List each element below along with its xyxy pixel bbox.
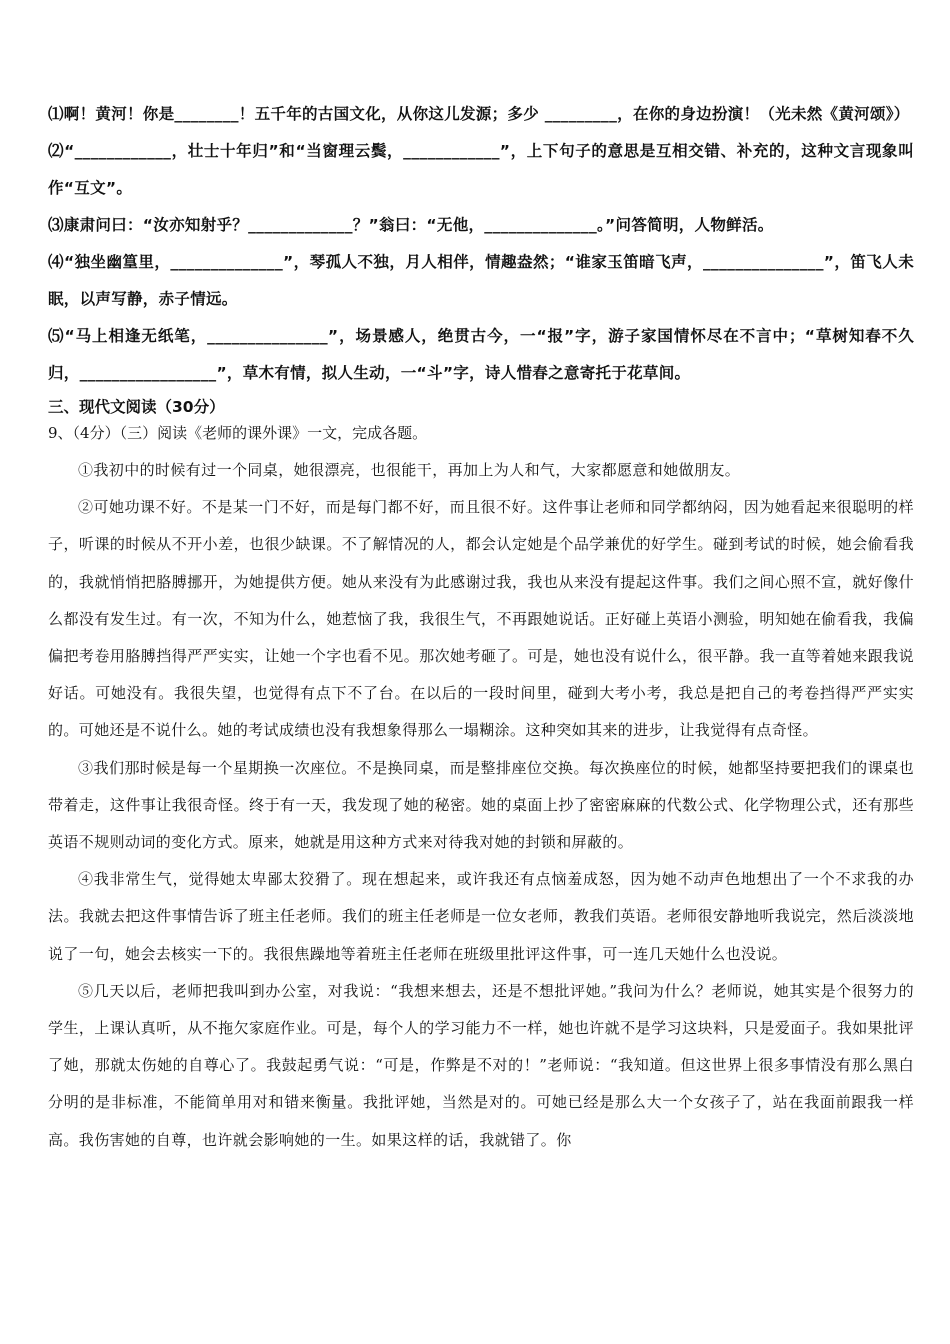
document-page — [48, 96, 914, 1159]
passage-paragraph-1: ①我初中的时候有过一个同桌，她很漂亮，也很能干，再加上为人和气，大家都愿意和她做朋友。 — [78, 461, 741, 479]
fill-in-question-3: ⑶康肃问曰：“汝亦知射乎？_____________？”翁曰：“无他，______________。”问答简明，人物鲜活。 — [48, 216, 774, 234]
passage-paragraph-2: ②可她功课不好。不是某一门不好，而是每门都不好，而且很不好。这件事让老师和同学都纳闷，因为她看起来很聪明的样子，听课的时候从不开小差，也很少缺课。不了解情况的人，都会认定她是个品学兼优的好学生。碰到考试的时候，她会偷看我的，我就悄悄把胳膊挪开，为她提供方便。她从来没有为此感谢过我，我也从来没有提起这件事。我们之间心照不宣，就好像什么都没有发生过。有一次，不知为什么，她惹恼了我，我很生气，不再跟她说话。正好碰上英语小测验，明知她在偷看我，我偏偏把考卷用胳膊挡得严严实实，让她一个字也看不见。那次她考砸了。可是，她也没有说什么，很平静。我一直等着她来跟我说好话。可她没有。我很失望，也觉得有点下不了台。在以后的一段时间里，碰到大考小考，我总是把自己的考卷挡得严严实实的。可她还是不说什么。她的考试成绩也没有我想象得那么一塌糊涂。这种突如其来的进步，让我觉得有点奇怪。 — [48, 498, 914, 740]
fill-in-question-4: ⑷“独坐幽篁里，______________”，琴孤人不独，月人相伴，情趣盎然；“谁家玉笛暗飞声，_______________”，笛飞人未眠，以声写静，赤子情远。 — [48, 253, 914, 308]
passage-paragraph-5: ⑤几天以后，老师把我叫到办公室，对我说：“我想来想去，还是不想批评她。”我问为什么？老师说，她其实是个很努力的学生，上课认真听，从不拖欠家庭作业。可是，每个人的学习能力不一样，她也许就不是学习这块料，只是爱面子。我如果批评了她，那就太伤她的自尊心了。我鼓起勇气说：“可是，作弊是不对的！”老师说：“我知道。但这世界上很多事情没有那么黑白分明的是非标准，不能简单用对和错来衡量。我批评她，当然是对的。可她已经是那么大一个女孩子了，站在我面前跟我一样高。我伤害她的自尊，也许就会影响她的一生。如果这样的话，我就错了。你 — [48, 981, 914, 1149]
fill-in-question-5: ⑸“马上相逢无纸笔，_______________”，场景感人，绝贯古今，一“报”字，游子家国情怀尽在不言中；“草树知春不久归，_________________”，草木有情，拟人生动，一“斗”字，诗人惜春之意寄托于花草间。 — [48, 327, 914, 382]
passage-paragraph-4: ④我非常生气，觉得她太卑鄙太狡猾了。现在想起来，或许我还有点恼羞成怒，因为她不动声色地想出了一个不求我的办法。我就去把这件事情告诉了班主任老师。我们的班主任老师是一位女老师，教我们英语。老师很安静地听我说完，然后淡淡地说了一句，她会去核实一下的。我很焦躁地等着班主任老师在班级里批评这件事，可一连几天她什么也没说。 — [48, 870, 914, 963]
section-title: 三、现代文阅读（30分） — [48, 398, 225, 416]
fill-in-question-2: ⑵“____________，壮士十年归”和“当窗理云鬓，____________”，上下句子的意思是互相交错、补充的，这种文言现象叫作“互文”。 — [48, 142, 914, 197]
passage-paragraph-3: ③我们那时候是每一个星期换一次座位。不是换同桌，而是整排座位交换。每次换座位的时候，她都坚持要把我们的课桌也带着走，这件事让我很奇怪。终于有一天，我发现了她的秘密。她的桌面上抄了密密麻麻的代数公式、化学物理公式，还有那些英语不规则动词的变化方式。原来，她就是用这种方式来对待我对她的封锁和屏蔽的。 — [48, 758, 914, 852]
fill-in-question-1: ⑴啊！黄河！你是________！五千年的古国文化，从你这儿发源；多少 _________，在你的身边扮演！（光未然《黄河颂》） — [48, 105, 910, 123]
question-title: 9、（4分）（三）阅读《老师的课外课》一文，完成各题。 — [48, 424, 428, 442]
